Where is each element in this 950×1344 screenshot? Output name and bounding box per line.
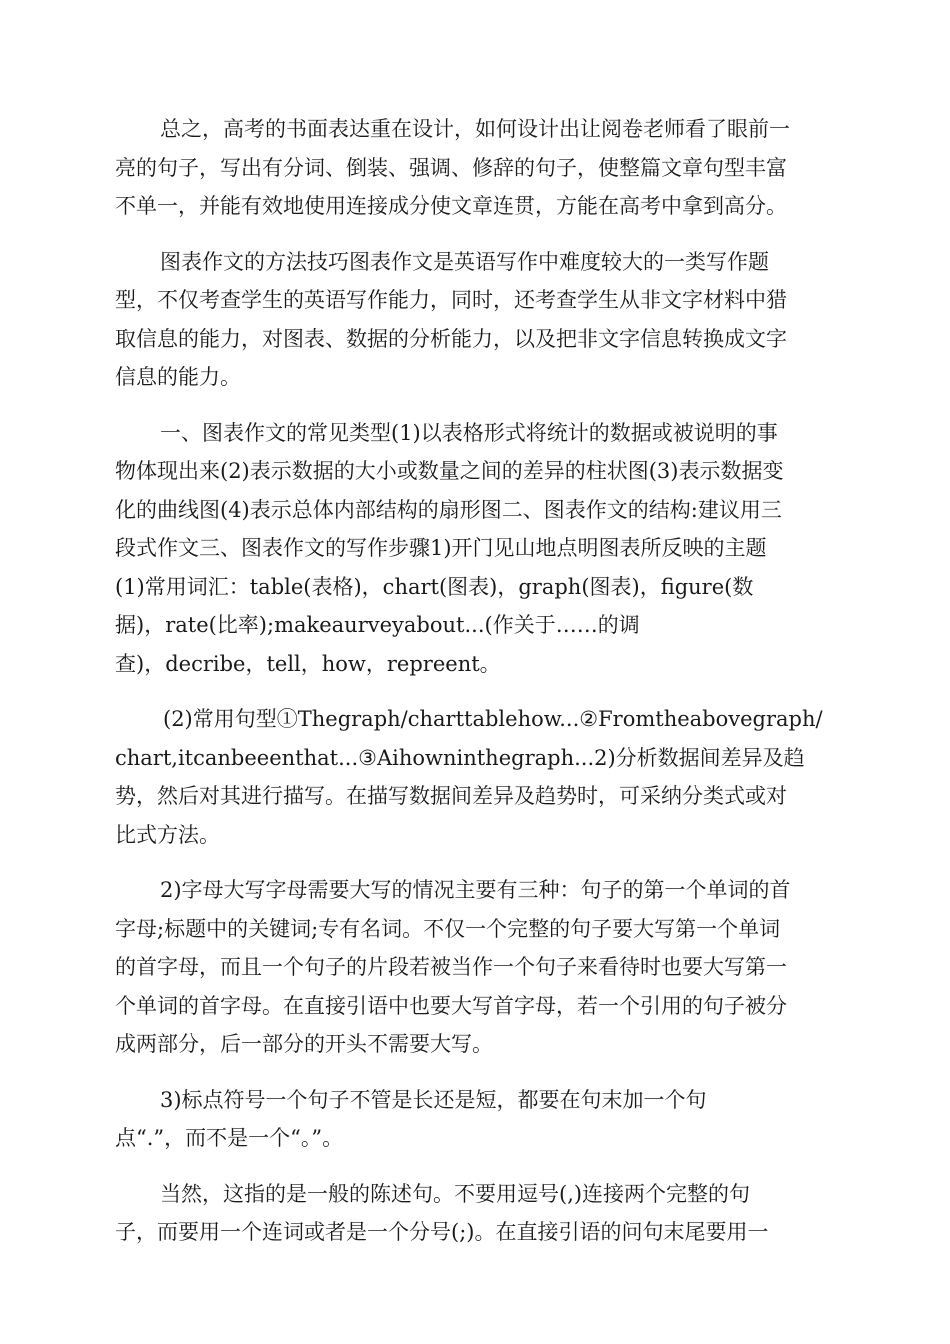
text-line: 段式作文三、图表作文的写作步骤1)开门见山地点明图表所反映的主题 (115, 536, 767, 560)
text-line: 型，不仅考查学生的英语写作能力，同时，还考查学生从非文字材料中猎 (115, 288, 787, 312)
text-line: 3)标点符号一个句子不管是长还是短，都要在句末加一个句 (160, 1087, 707, 1112)
text-line: 点“.”，而不是一个“。”。 (115, 1126, 344, 1150)
text-line: 总之，高考的书面表达重在设计，如何设计出让阅卷老师看了眼前一 (160, 117, 790, 141)
text-line: (1)常用词汇：table(表格)，chart(图表)，graph(图表)，figure(数 (115, 574, 754, 599)
text-line: 亮的句子，写出有分词、倒装、强调、修辞的句子，使整篇文章句型丰富 (115, 155, 787, 180)
text-line: 2)字母大写字母需要大写的情况主要有三种：句子的第一个单词的首 (160, 878, 791, 902)
paragraph-chart-essay-intro (115, 243, 835, 397)
text-line: 据)，rate(比率);makeaurveyabout...(作关于……的调 (115, 613, 640, 637)
text-line: 不单一，并能有效地使用连接成分使文章连贯，方能在高考中拿到高分。 (115, 194, 787, 218)
text-line: (2)常用句型①Thegraph/charttablehow...②Fromtheabovegraph/ (163, 707, 823, 731)
text-line: 子，而要用一个连词或者是一个分号(;)。在直接引语的问句末尾要用一 (115, 1220, 769, 1244)
text-line: 查)，decribe，tell，how，repreent。 (115, 651, 501, 676)
paragraph-declarative (115, 1175, 835, 1252)
text-line: 成两部分，后一部分的开头不需要大写。 (115, 1032, 493, 1056)
paragraph-punctuation (115, 1081, 835, 1158)
text-line: 当然，这指的是一般的陈述句。不要用逗号(,)连接两个完整的句 (160, 1181, 751, 1206)
text-line: 字母;标题中的关键词;专有名词。不仅一个完整的句子要大写第一个单词 (115, 916, 781, 941)
text-line: 信息的能力。 (115, 365, 241, 389)
text-line: 化的曲线图(4)表示总体内部结构的扇形图二、图表作文的结构:建议用三 (115, 497, 782, 522)
text-line: 势，然后对其进行描写。在描写数据间差异及趋势时，可采纳分类式或对 (115, 784, 787, 808)
paragraph-common-sentences (115, 700, 835, 854)
document-page (115, 110, 835, 1269)
text-line: 一、图表作文的常见类型(1)以表格形式将统计的数据或被说明的事 (160, 420, 778, 445)
text-line: chart,itcanbeeenthat...③Aihowninthegraph...2)分析数据间差异及趋 (115, 745, 805, 770)
paragraph-capitalization (115, 871, 835, 1064)
paragraph-chart-types (115, 414, 835, 684)
text-line: 比式方法。 (115, 822, 220, 847)
paragraph-conclusion (115, 110, 835, 226)
text-line: 图表作文的方法技巧图表作文是英语写作中难度较大的一类写作题 (160, 249, 769, 274)
text-line: 取信息的能力，对图表、数据的分析能力，以及把非文字信息转换成文字 (115, 326, 787, 351)
text-line: 个单词的首字母。在直接引语中也要大写首字母，若一个引用的句子被分 (115, 993, 787, 1018)
text-line: 物体现出来(2)表示数据的大小或数量之间的差异的柱状图(3)表示数据变 (115, 459, 784, 483)
text-line: 的首字母，而且一个句子的片段若被当作一个句子来看待时也要大写第一 (115, 955, 787, 979)
